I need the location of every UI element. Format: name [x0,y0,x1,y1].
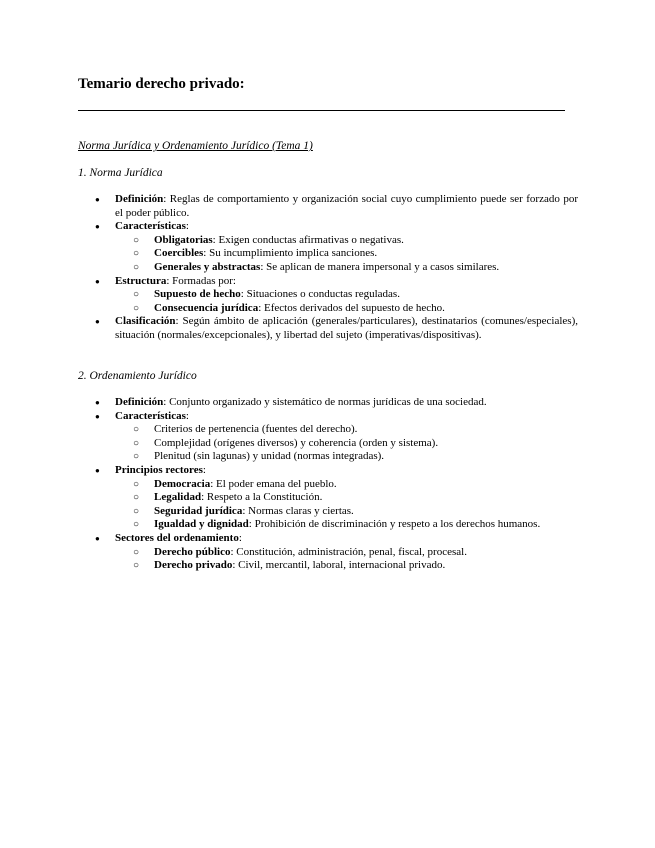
subitem-text: : Situaciones o conductas reguladas. [240,288,400,301]
subheading-ordenamiento-juridico: 2. Ordenamiento Jurídico [78,370,197,382]
item-text: : Reglas de comportamiento y organización social cuyo cumplimiento puede ser forzado por el poder público. [115,193,578,219]
sublist-item [115,288,578,302]
ordenamiento-juridico-list [78,396,578,573]
item-term: Estructura [115,274,167,287]
list-item-sectores [78,532,578,573]
sublist-item [115,518,578,532]
caracteristicas-sublist [115,234,578,275]
list-item-caracteristicas [78,410,578,464]
principios-sublist [115,478,578,532]
subitem-term: Legalidad [154,491,202,504]
subitem-text: : Civil, mercantil, laboral, internacional privado. [232,559,446,572]
sublist-item [115,247,578,261]
item-text: : [185,409,189,422]
list-item-principios-rectores [78,464,578,532]
subitem-text: Plenitud (sin lagunas) y unidad (normas integradas). [154,450,385,463]
subitem-term: Derecho público [154,545,231,558]
list-item-clasificacion [78,315,578,342]
subitem-text: : Respeto a la Constitución. [201,491,323,504]
sublist-item [115,302,578,316]
item-term: Definición [115,193,164,205]
item-term: Definición [115,396,164,408]
subitem-text: : El poder emana del pueblo. [210,477,337,490]
sublist-item [115,491,578,505]
subitem-term: Coercibles [154,247,204,260]
estructura-sublist [115,288,578,315]
caracteristicas-sublist [115,423,578,464]
sublist-item [115,423,578,437]
title-underline-rule [78,110,565,111]
subitem-text: : Prohibición de discriminación y respeto a los derechos humanos. [248,518,541,531]
sublist-item [115,437,578,451]
item-text: : Según ámbito de aplicación (generales/particulares), destinatarios (comunes/especiales), situación (normales/excepcionales), y libertad del sujeto (imperativas/dispositivas). [115,315,578,341]
list-item-definicion [78,396,578,410]
subitem-term: Obligatorias [154,233,213,246]
subitem-term: Derecho privado [154,559,233,572]
subitem-text: Complejidad (orígenes diversos) y coherencia (orden y sistema). [154,436,439,449]
item-term: Características [115,220,186,233]
item-term: Características [115,409,186,422]
document-title: Temario derecho privado: [78,76,245,92]
item-term: Clasificación [115,315,176,328]
subitem-text: Criterios de pertenencia (fuentes del derecho). [154,423,358,436]
sublist-item [115,505,578,519]
item-text: : [238,531,242,544]
subitem-term: Supuesto de hecho [154,288,241,301]
section-heading: Norma Jurídica y Ordenamiento Jurídico (Tema 1) [78,140,313,152]
subitem-text: : Efectos derivados del supuesto de hecho. [258,301,445,314]
list-item-definicion [78,193,578,220]
item-text: : [202,463,206,476]
subitem-term: Generales y abstractas [154,260,261,273]
list-item-estructura [78,275,578,316]
subitem-text: : Su incumplimiento implica sanciones. [203,247,378,260]
sectores-sublist [115,546,578,573]
sublist-item [115,546,578,560]
sublist-item [115,261,578,275]
item-text: : [185,220,189,233]
subitem-text: : Constitución, administración, penal, fiscal, procesal. [230,545,467,558]
subitem-term: Igualdad y dignidad [154,518,249,531]
list-item-caracteristicas [78,220,578,274]
item-text: : Conjunto organizado y sistemático de normas jurídicas de una sociedad. [163,396,487,408]
subheading-norma-juridica: 1. Norma Jurídica [78,167,163,179]
subitem-term: Seguridad jurídica [154,504,243,517]
sublist-item [115,478,578,492]
item-term: Principios rectores [115,463,203,476]
subitem-text: : Se aplican de manera impersonal y a casos similares. [260,260,500,273]
subitem-term: Democracia [154,477,211,490]
subitem-text: : Normas claras y ciertas. [242,504,354,517]
sublist-item [115,559,578,573]
subitem-text: : Exigen conductas afirmativas o negativas. [212,233,404,246]
item-term: Sectores del ordenamiento [115,531,239,544]
sublist-item [115,450,578,464]
norma-juridica-list [78,193,578,343]
subitem-term: Consecuencia jurídica [154,301,259,314]
sublist-item [115,234,578,248]
item-text: : Formadas por: [166,274,236,287]
